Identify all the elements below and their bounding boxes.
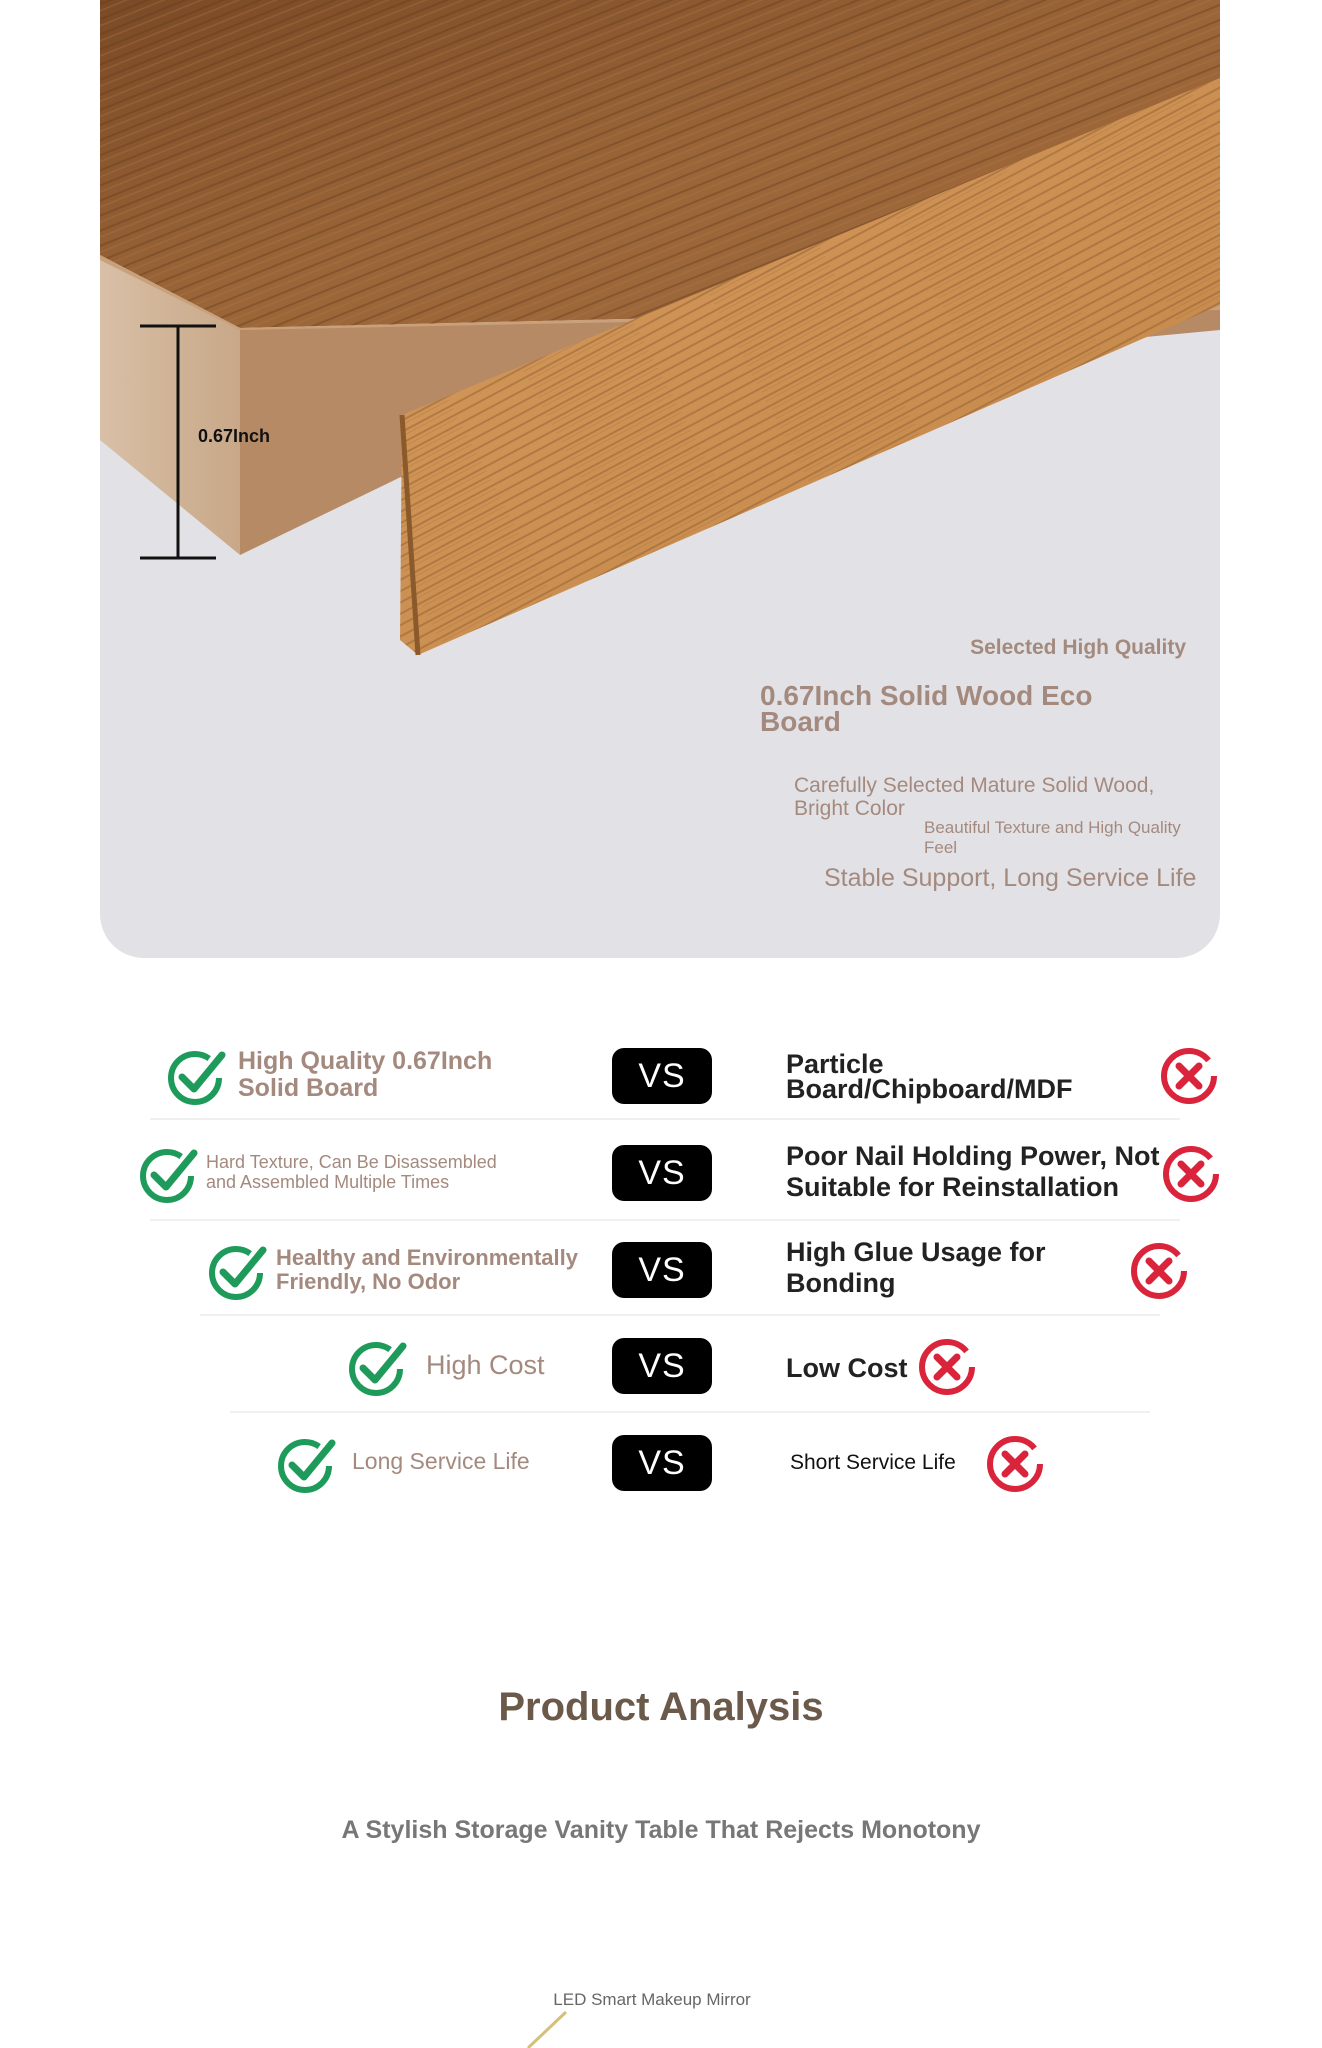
feature-text-3: Stable Support, Long Service Life	[824, 864, 1197, 892]
check-icon	[138, 1143, 200, 1205]
row-divider	[230, 1411, 1150, 1413]
selected-label: Selected High Quality	[970, 636, 1186, 659]
good-text: Long Service Life	[352, 1448, 530, 1474]
check-icon	[347, 1336, 409, 1398]
hero-panel	[100, 0, 1220, 958]
good-text: Healthy and Environmentally Friendly, No Odor	[276, 1245, 578, 1294]
vs-badge: VS	[612, 1145, 712, 1201]
bad-text: High Glue Usage for Bonding	[786, 1237, 1046, 1298]
good-text: High Quality 0.67Inch Solid Board	[238, 1047, 493, 1102]
bad-text: Short Service Life	[790, 1451, 956, 1474]
vs-badge: VS	[612, 1435, 712, 1491]
vs-badge: VS	[612, 1338, 712, 1394]
good-text: Hard Texture, Can Be Disassembled and Assembled Multiple Times	[206, 1152, 497, 1192]
check-icon	[166, 1045, 228, 1107]
vs-badge: VS	[612, 1242, 712, 1298]
feature-text-2: Beautiful Texture and High Quality Feel	[924, 818, 1181, 857]
bad-text: Low Cost	[786, 1353, 908, 1383]
section-subtitle: A Stylish Storage Vanity Table That Rejects Monotony	[341, 1816, 981, 1844]
callout-label: LED Smart Makeup Mirror	[553, 1990, 751, 2009]
check-icon	[207, 1240, 269, 1302]
dimension-label: 0.67Inch	[198, 426, 271, 446]
board-headline: 0.67Inch Solid Wood Eco Board	[760, 680, 1093, 737]
cross-icon	[1160, 1143, 1222, 1205]
row-divider	[200, 1314, 1160, 1316]
bad-text: Particle Board/Chipboard/MDF	[786, 1049, 1073, 1104]
feature-text-1: Carefully Selected Mature Solid Wood, Bright Color	[794, 774, 1155, 820]
good-text: High Cost	[426, 1350, 545, 1380]
check-icon	[276, 1433, 338, 1495]
row-divider	[150, 1219, 1180, 1221]
row-divider	[150, 1118, 1180, 1120]
cross-icon	[1158, 1045, 1220, 1107]
cross-icon	[916, 1336, 978, 1398]
cross-icon	[984, 1433, 1046, 1495]
vs-badge: VS	[612, 1048, 712, 1104]
section-title: Product Analysis	[498, 1685, 824, 1729]
callout-pointer-line	[520, 2010, 570, 2048]
cross-icon	[1128, 1240, 1190, 1302]
bad-text: Poor Nail Holding Power, Not Suitable for Reinstallation	[786, 1141, 1160, 1202]
